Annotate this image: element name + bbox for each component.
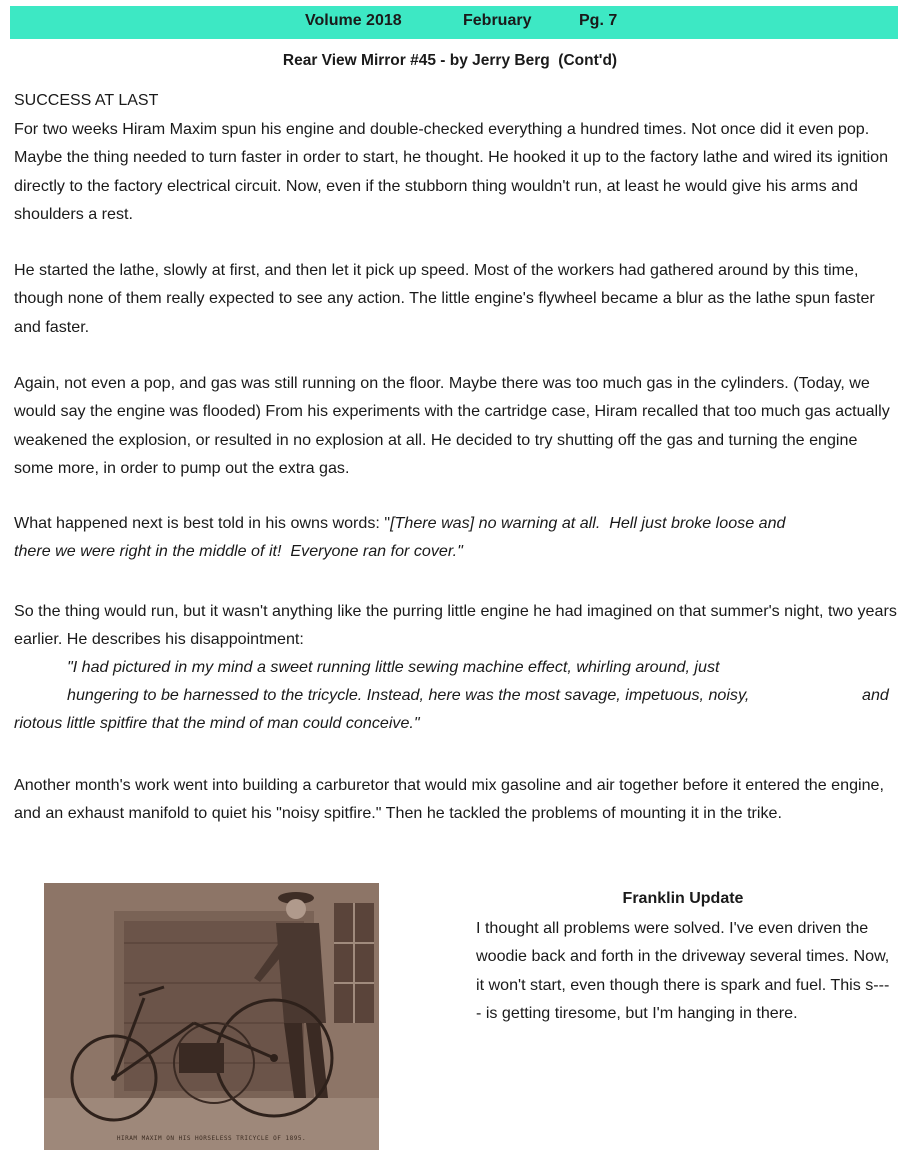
volume-label: Volume 2018 (305, 12, 402, 29)
quote-intro: What happened next is best told in his owns words: " (14, 514, 391, 532)
block-quote-line-2-tail: and (862, 686, 889, 704)
page-number: Pg. 7 (579, 12, 618, 29)
sidebar-text: I thought all problems were solved. I've even driven the woodie back and forth in the driveway several times. Now, it won't start, even though there is spark and fuel. This s---- is getting tiresome, but I'm hanging in there. (476, 919, 890, 1022)
section-heading: SUCCESS AT LAST (14, 92, 159, 109)
paragraph-2: He started the lathe, slowly at first, and then let it pick up speed. Most of the workers had gathered around by this time, though none of them really expected to see any action. The little engine's flywheel became a blur as the lathe spun faster and faster. (14, 261, 875, 336)
header-bar (10, 6, 898, 39)
block-quote-line-3: riotous little spitfire that the mind of man could conceive." (14, 714, 420, 732)
paragraph-4: So the thing would run, but it wasn't anything like the purring little engine he had imagined on that summer's night, two years earlier. He describes his disappointment: (14, 602, 897, 649)
block-quote-line-1: "I had pictured in my mind a sweet running little sewing machine effect, whirling around, just (67, 658, 720, 676)
quote-line-2: there we were right in the middle of it! Everyone ran for cover." (14, 542, 463, 561)
month-label: February (463, 12, 532, 29)
quote-paragraph-1 (14, 509, 900, 566)
quote-italic: [There was] no warning at all. Hell just broke loose and (390, 514, 786, 532)
article-title: Rear View Mirror #45 - by Jerry Berg (Cont'd) (282, 52, 618, 69)
tricycle-photo (44, 883, 379, 1150)
tricycle-photo-illustration (44, 883, 379, 1150)
paragraph-3: Again, not even a pop, and gas was still running on the floor. Maybe there was too much gas in the cylinders. (Today, we would say the engine was flooded) From his experiments with the cartridge case, Hiram recalled that too much gas actually weakened the explosion, or resulted in no explosion at all. He decided to try shutting off the gas and turning the engine some more, in order to pump out the extra gas. (14, 374, 890, 477)
paragraph-1: For two weeks Hiram Maxim spun his engine and double-checked everything a hundred times. Not once did it even pop. Maybe the thing needed to turn faster in order to start, he thought. He hooked it up to the factory lathe and wired its ignition directly to the factory electrical circuit. Now, even if the stubborn thing wouldn't run, at least he would give his arms and shoulders a rest. (14, 120, 889, 223)
block-quote-line-2: hungering to be harnessed to the tricycle. Instead, here was the most savage, impetuous, noisy, (67, 686, 750, 704)
paragraph-5: Another month's work went into building a carburetor that would mix gasoline and air together before it entered the engine, and an exhaust manifold to quiet his "noisy spitfire." Then he tackled the problems of mounting it in the trike. (14, 776, 884, 823)
sidebar-heading: Franklin Update (622, 890, 744, 907)
photo-caption: HIRAM MAXIM ON HIS HORSELESS TRICYCLE OF 1895. (116, 1135, 307, 1142)
